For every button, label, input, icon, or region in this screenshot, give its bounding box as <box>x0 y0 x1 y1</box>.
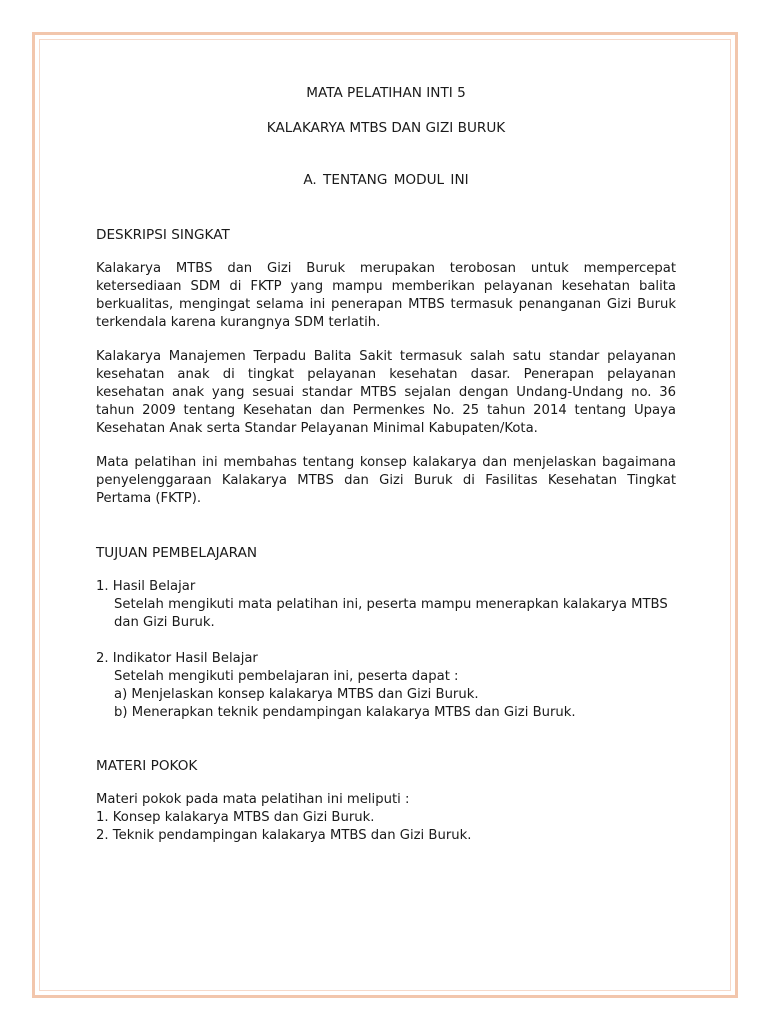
tujuan-item-1-text: Setelah mengikuti mata pelatihan ini, peserta mampu menerapkan kalakarya MTBS dan Gizi Buruk. <box>114 597 668 630</box>
materi-item-1: 1. Konsep kalakarya MTBS dan Gizi Buruk. <box>96 810 375 825</box>
deskripsi-paragraph-1: Kalakarya MTBS dan Gizi Buruk merupakan terobosan untuk mempercepat ketersediaan SDM di FKTP yang mampu memberikan pelayanan kesehatan balita berkualitas, mengingat selama ini penerapan MTBS termasuk penanganan Gizi Buruk terkendala karena kurangnya SDM terlatih. <box>96 261 676 330</box>
tujuan-subitem-a: a) Menjelaskan konsep kalakarya MTBS dan Gizi Buruk. <box>114 687 479 702</box>
section-title: A. TENTANG MODUL INI <box>303 172 469 188</box>
deskripsi-heading: DESKRIPSI SINGKAT <box>96 227 230 243</box>
deskripsi-paragraph-2: Kalakarya Manajemen Terpadu Balita Sakit termasuk salah satu standar pelayanan kesehatan anak di tingkat pelayanan kesehatan dasar. Penerapan pelayanan kesehatan anak yang sesuai standar MTBS sejalan dengan Undang-Undang no. 36 tahun 2009 tentang Kesehatan dan Permenkes No. 25 tahun 2014 tentang Upaya Kesehatan Anak serta Standar Pelayanan Minimal Kabupaten/Kota. <box>96 349 676 436</box>
tujuan-item-1-label: 1. Hasil Belajar <box>96 579 196 594</box>
module-subtitle: KALAKARYA MTBS DAN GIZI BURUK <box>266 120 506 136</box>
document-body <box>96 84 676 845</box>
materi-intro: Materi pokok pada mata pelatihan ini meliputi : <box>96 792 410 807</box>
tujuan-subitem-b: b) Menerapkan teknik pendampingan kalakarya MTBS dan Gizi Buruk. <box>114 705 576 720</box>
tujuan-item-2-label: 2. Indikator Hasil Belajar <box>96 651 258 666</box>
deskripsi-paragraph-3: Mata pelatihan ini membahas tentang konsep kalakarya dan menjelaskan bagaimana penyelenggaraan Kalakarya MTBS dan Gizi Buruk di Fasilitas Kesehatan Tingkat Pertama (FKTP). <box>96 455 676 506</box>
tujuan-item-2-text: Setelah mengikuti pembelajaran ini, peserta dapat : <box>114 669 459 684</box>
tujuan-heading: TUJUAN PEMBELAJARAN <box>96 545 258 561</box>
materi-item-2: 2. Teknik pendampingan kalakarya MTBS dan Gizi Buruk. <box>96 828 472 843</box>
tujuan-list <box>96 578 676 722</box>
materi-heading: MATERI POKOK <box>96 758 198 774</box>
module-title: MATA PELATIHAN INTI 5 <box>306 85 466 101</box>
